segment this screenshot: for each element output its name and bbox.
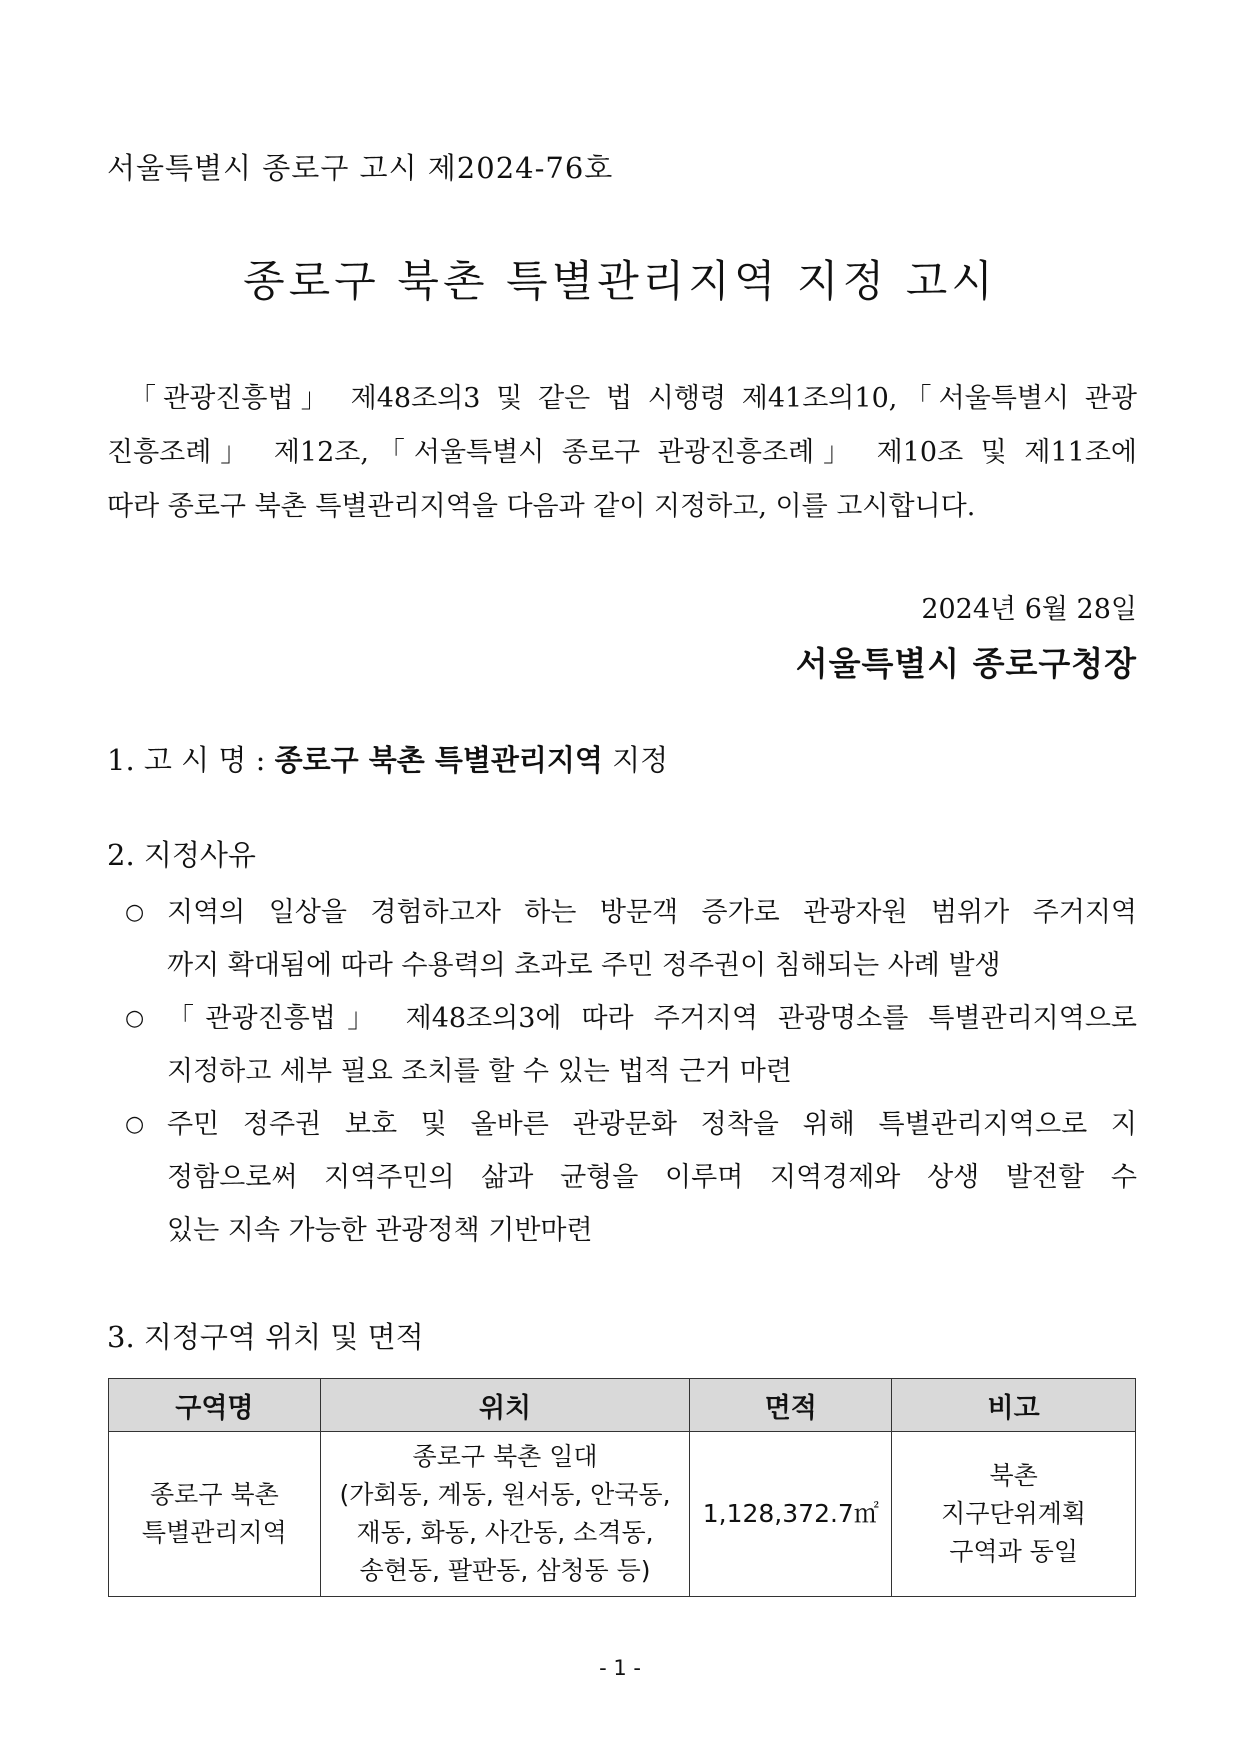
body-line: 「관광진흥법」 제48조의3 및 같은 법 시행령 제41조의10,「서울특별시 관광: [129, 383, 1137, 414]
header-area: 면적: [690, 1379, 892, 1432]
section-1-label: 1. 고 시 명 :: [107, 743, 275, 777]
cell-line: 종로구 북촌 일대: [412, 1442, 598, 1471]
document-title: 종로구 북촌 특별관리지역 지정 고시: [243, 257, 997, 307]
notice-number: 서울특별시 종로구 고시 제2024-76호: [107, 151, 614, 185]
page-number: - 1 -: [599, 1656, 641, 1680]
header-zone-name: 구역명: [109, 1379, 321, 1432]
notice-date: 2024년 6월 28일: [921, 594, 1137, 625]
reason-line: 지정하고 세부 필요 조치를 할 수 있는 법적 근거 마련: [167, 1056, 792, 1087]
header-remarks: 비고: [892, 1379, 1136, 1432]
cell-area: 1,128,372.7㎡: [690, 1432, 892, 1597]
section-3-heading: 3. 지정구역 위치 및 면적: [107, 1320, 424, 1354]
bullet-circle-icon: ○: [125, 1112, 145, 1137]
reason-line: 까지 확대됨에 따라 수용력의 초과로 주민 정주권이 침해되는 사례 발생: [167, 950, 1001, 981]
cell-line: 재동, 화동, 사간동, 소격동,: [356, 1518, 654, 1547]
cell-line: 구역과 동일: [949, 1537, 1078, 1566]
cell-line: 북촌: [989, 1461, 1038, 1490]
reason-line: 「관광진흥법」 제48조의3에 따라 주거지역 관광명소를 특별관리지역으로: [167, 1003, 1137, 1034]
bullet-circle-icon: ○: [125, 1006, 145, 1031]
section-1-value: 종로구 북촌 특별관리지역: [274, 743, 603, 777]
cell-location: [320, 1432, 690, 1597]
section-1-notice-name: [107, 738, 668, 779]
reason-list: [125, 886, 1137, 1257]
reason-line: 정함으로써 지역주민의 삶과 균형을 이루며 지역경제와 상생 발전할 수: [167, 1162, 1137, 1193]
zone-table: [108, 1378, 1136, 1597]
cell-line: 종로구 북촌: [150, 1480, 279, 1509]
cell-line: 지구단위계획: [941, 1499, 1087, 1528]
body-line: 따라 종로구 북촌 특별관리지역을 다음과 같이 지정하고, 이를 고시합니다.: [107, 491, 976, 522]
header-location: 위치: [320, 1379, 690, 1432]
table-header-row: [109, 1379, 1136, 1432]
reason-line: 주민 정주권 보호 및 올바른 관광문화 정착을 위해 특별관리지역으로 지: [167, 1109, 1137, 1140]
cell-remarks: [892, 1432, 1136, 1597]
table-row: [109, 1432, 1136, 1597]
section-2-heading: 2. 지정사유: [107, 838, 256, 872]
reason-item: [125, 886, 1137, 992]
cell-zone-name: [109, 1432, 321, 1597]
issuer-name: 서울특별시 종로구청장: [795, 644, 1137, 683]
body-line: 진흥조례」 제12조,「서울특별시 종로구 관광진흥조례」 제10조 및 제11조에: [107, 437, 1137, 468]
reason-line: 있는 지속 가능한 관광정책 기반마련: [167, 1215, 593, 1246]
cell-line: 송현동, 팔판동, 삼청동 등): [359, 1556, 651, 1585]
cell-line: (가회동, 계동, 원서동, 안국동,: [339, 1480, 671, 1509]
cell-line: 특별관리지역: [141, 1518, 287, 1547]
body-paragraph: [107, 372, 1137, 534]
bullet-circle-icon: ○: [125, 900, 145, 925]
reason-line: 지역의 일상을 경험하고자 하는 방문객 증가로 관광자원 범위가 주거지역: [167, 897, 1137, 928]
reason-item: [125, 1098, 1137, 1257]
reason-item: [125, 992, 1137, 1098]
section-1-suffix: 지정: [602, 743, 669, 777]
